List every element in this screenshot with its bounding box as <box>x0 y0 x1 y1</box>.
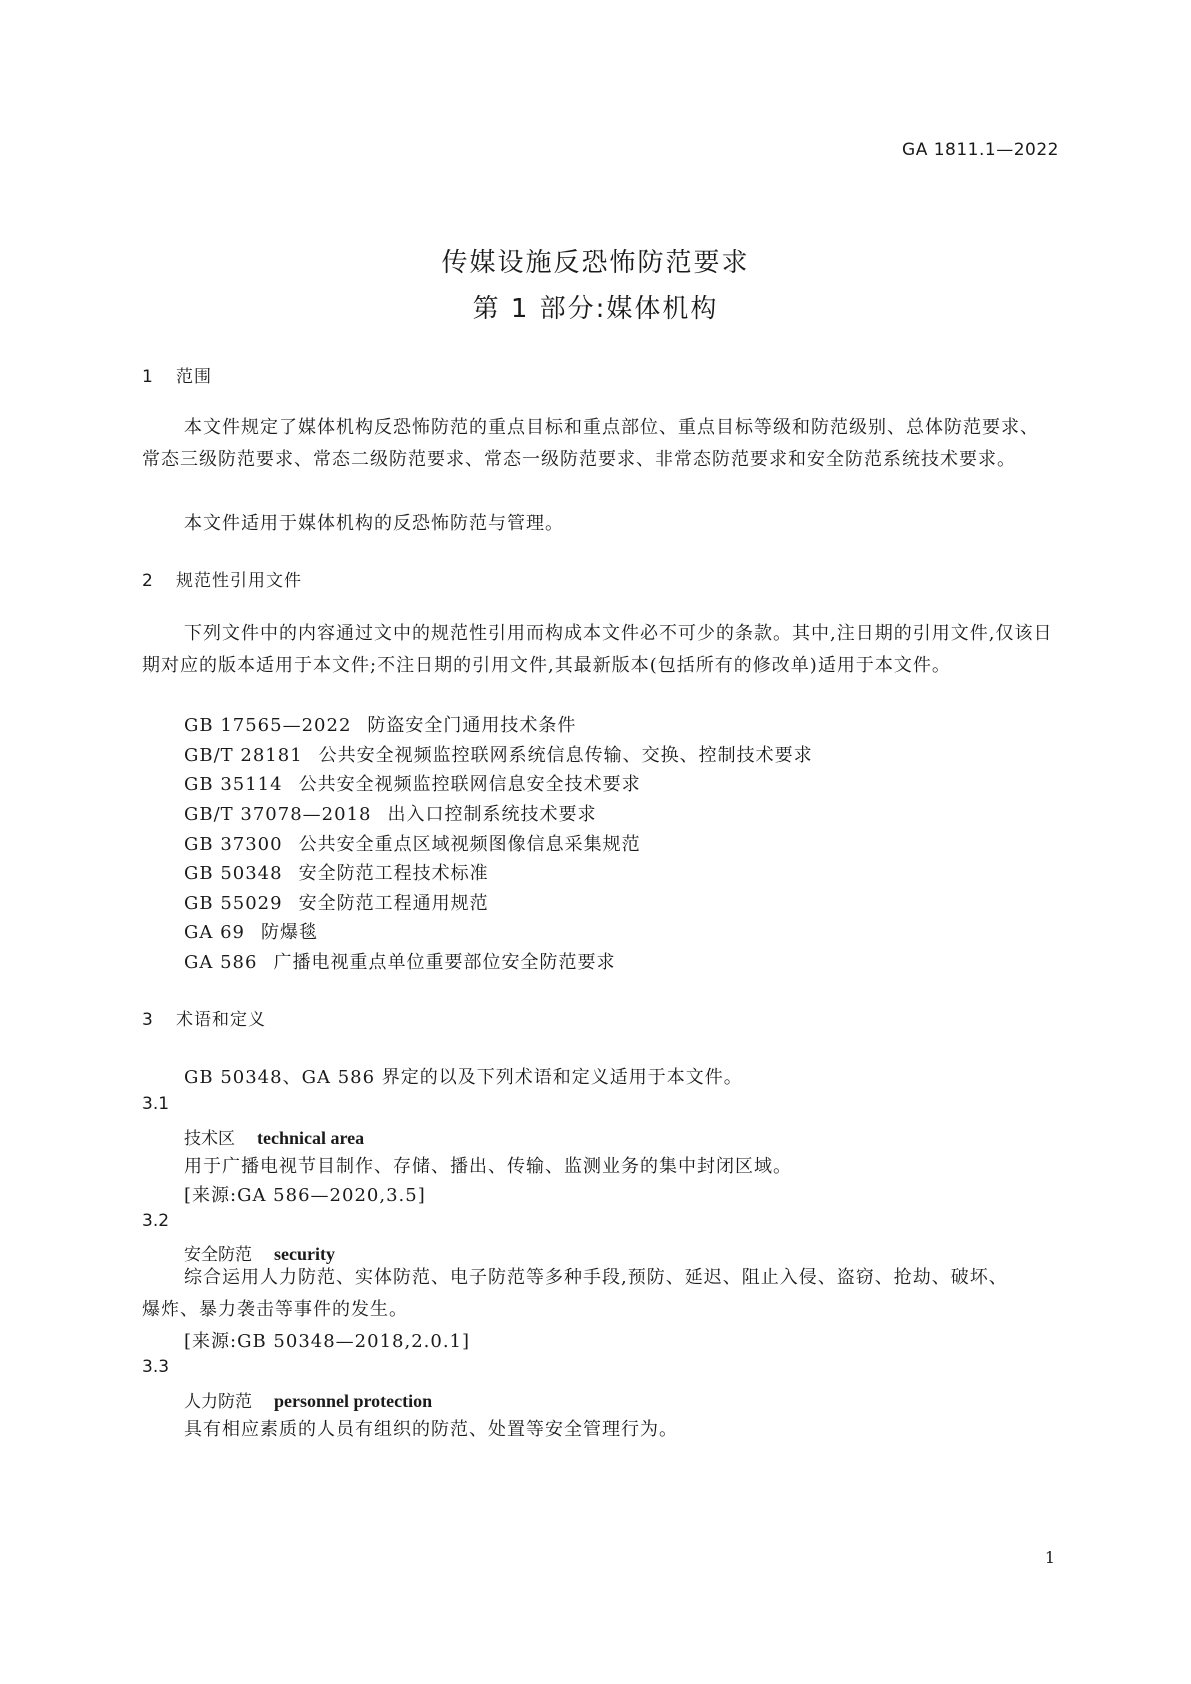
reference-code: GB 17565—2022 <box>184 715 352 736</box>
section-1-paragraph-1: 本文件规定了媒体机构反恐怖防范的重点目标和重点部位、重点目标等级和防范级别、总体防范要求、常态三级防范要求、常态二级防范要求、常态一级防范要求、非常态防范要求和安全防范系统技术要求。 <box>142 417 1039 470</box>
page-number: 1 <box>1044 1548 1055 1567</box>
term-definition: 综合运用人力防范、实体防范、电子防范等多种手段,预防、延迟、阻止入侵、盗窃、抢劫、破坏、爆炸、暴力袭击等事件的发生。 <box>142 1267 1008 1320</box>
clause-number: 3.2 <box>142 1211 170 1231</box>
reference-item <box>184 918 318 944</box>
section-number: 2 <box>142 571 154 591</box>
reference-item <box>184 889 489 915</box>
reference-code: GB/T 28181 <box>184 745 303 766</box>
section-1-heading <box>142 362 212 387</box>
reference-title: 防盗安全门通用技术条件 <box>367 715 577 736</box>
document-code: GA 1811.1—2022 <box>902 140 1059 160</box>
term-heading <box>184 1124 364 1149</box>
term-definition: 用于广播电视节目制作、存储、播出、传输、监测业务的集中封闭区域。 <box>184 1156 792 1177</box>
reference-title: 公共安全重点区域视频图像信息采集规范 <box>298 834 641 855</box>
section-2-heading <box>142 566 302 591</box>
term-en: security <box>274 1244 335 1264</box>
section-number: 1 <box>142 367 154 387</box>
section-3-intro: GB 50348、GA 586 界定的以及下列术语和定义适用于本文件。 <box>184 1067 743 1088</box>
reference-code: GA 586 <box>184 952 258 973</box>
reference-code: GB 35114 <box>184 774 283 795</box>
reference-item <box>184 800 596 826</box>
reference-code: GB 37300 <box>184 834 283 855</box>
term-heading <box>184 1387 432 1412</box>
reference-title: 广播电视重点单位重要部位安全防范要求 <box>273 952 616 973</box>
clause-number: 3.3 <box>142 1357 170 1377</box>
section-2-paragraph: 下列文件中的内容通过文中的规范性引用而构成本文件必不可少的条款。其中,注日期的引用文件,仅该日期对应的版本适用于本文件;不注日期的引用文件,其最新版本(包括所有的修改单)适用于本文件。 <box>142 623 1053 676</box>
term-zh: 安全防范 <box>184 1245 252 1265</box>
term-source: [来源:GA 586—2020,3.5] <box>184 1185 426 1206</box>
section-1-paragraph-2: 本文件适用于媒体机构的反恐怖防范与管理。 <box>184 513 564 534</box>
document-subtitle: 第 1 部分:媒体机构 <box>472 294 719 324</box>
reference-code: GA 69 <box>184 922 246 943</box>
term-en: technical area <box>257 1128 365 1148</box>
reference-item <box>184 859 489 885</box>
reference-title: 公共安全视频监控联网系统信息传输、交换、控制技术要求 <box>318 745 813 766</box>
section-3-heading <box>142 1005 266 1030</box>
term-zh: 人力防范 <box>184 1392 252 1412</box>
term-definition: 具有相应素质的人员有组织的防范、处置等安全管理行为。 <box>184 1419 678 1440</box>
reference-title: 安全防范工程通用规范 <box>298 893 489 914</box>
reference-title: 出入口控制系统技术要求 <box>387 804 597 825</box>
reference-item <box>184 770 641 796</box>
term-zh: 技术区 <box>184 1129 235 1149</box>
reference-code: GB/T 37078—2018 <box>184 804 372 825</box>
reference-code: GB 50348 <box>184 863 283 884</box>
section-title: 术语和定义 <box>176 1010 266 1030</box>
document-title: 传媒设施反恐怖防范要求 <box>441 248 750 278</box>
reference-title: 公共安全视频监控联网信息安全技术要求 <box>298 774 641 795</box>
reference-title: 防爆毯 <box>261 922 319 943</box>
reference-title: 安全防范工程技术标准 <box>298 863 489 884</box>
term-source: [来源:GB 50348—2018,2.0.1] <box>184 1331 471 1352</box>
term-en: personnel protection <box>274 1391 433 1411</box>
reference-item <box>184 948 615 974</box>
reference-item <box>184 830 641 856</box>
section-title: 规范性引用文件 <box>176 571 302 591</box>
reference-item <box>184 711 576 737</box>
reference-item <box>184 741 813 767</box>
reference-code: GB 55029 <box>184 893 283 914</box>
clause-number: 3.1 <box>142 1094 170 1114</box>
section-title: 范围 <box>176 367 212 387</box>
section-number: 3 <box>142 1010 154 1030</box>
